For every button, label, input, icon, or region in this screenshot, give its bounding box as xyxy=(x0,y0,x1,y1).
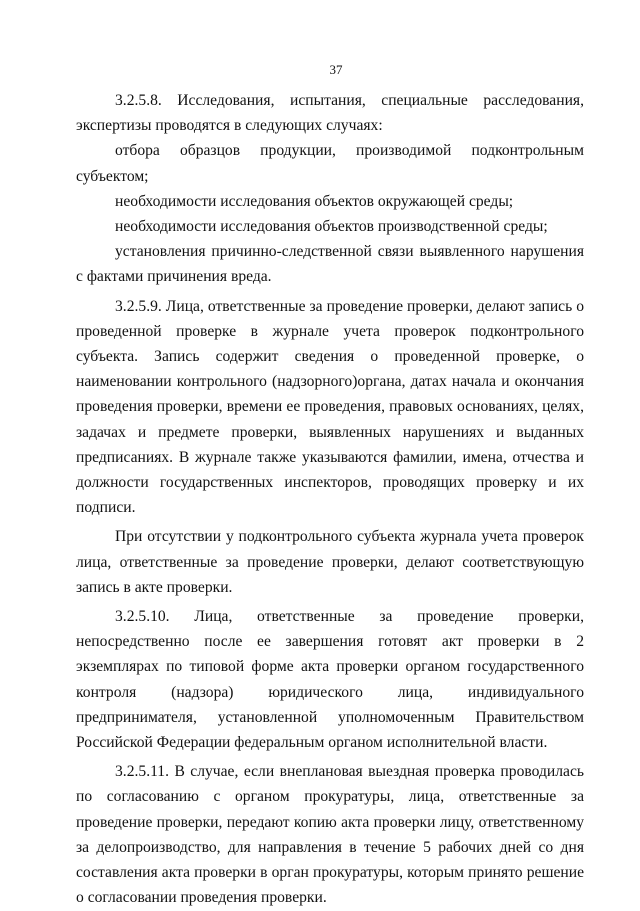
paragraph-3-2-5-11: 3.2.5.11. В случае, если внеплановая выездная проверка проводилась по согласованию с органом прокуратуры, лица, ответственные за проведение проверки, передают копию акта проверки лицу, ответственному за делопроизводство, для направления в течение 5 рабочих дней со дня составления акта проверки в орган прокуратуры, которым принято решение о согласовании проведения проверки. xyxy=(76,763,584,907)
paragraph-3-2-5-8: 3.2.5.8. Исследования, испытания, специальные расследования, экспертизы проводятся в следующих случаях: xyxy=(76,92,584,135)
paragraph-no-journal: При отсутствии у подконтрольного субъекта журнала учета проверок лица, ответственные за проведение проверки, делают соответствующую запись в акте проверки. xyxy=(76,528,584,596)
document-body xyxy=(76,88,584,911)
paragraph-case-sampling: отбора образцов продукции, производимой подконтрольным субъектом; xyxy=(76,142,584,185)
paragraph-case-causality: установления причинно-следственной связи выявленного нарушения с фактами причинения вреда. xyxy=(76,243,584,286)
paragraph-case-environment: необходимости исследования объектов окружающей среды; xyxy=(115,192,514,210)
paragraph-3-2-5-10: 3.2.5.10. Лица, ответственные за проведение проверки, непосредственно после ее завершения готовят акт проверки в 2 экземплярах по типовой форме акта проверки органом государственного контроля (надзора) юридического лица, индивидуального предпринимателя, установленной уполномоченным Правительством Российской Федерации федеральным органом исполнительной власти. xyxy=(76,608,584,752)
page-number: 37 xyxy=(329,62,343,77)
paragraph-case-production: необходимости исследования объектов производственной среды; xyxy=(115,218,548,236)
paragraph-3-2-5-9: 3.2.5.9. Лица, ответственные за проведение проверки, делают запись о проведенной проверке в журнале учета проверок подконтрольного субъекта. Запись содержит сведения о проведенной проверке, о наименовании контрольного (надзорного)органа, датах начала и окончания проведения проверки, времени ее проведения, правовых основаниях, целях, задачах и предмете проверки, выявленных нарушениях и выданных предписаниях. В журнале также указываются фамилии, имена, отчества и должности государственных инспекторов, проводящих проверку и их подписи. xyxy=(76,297,584,517)
